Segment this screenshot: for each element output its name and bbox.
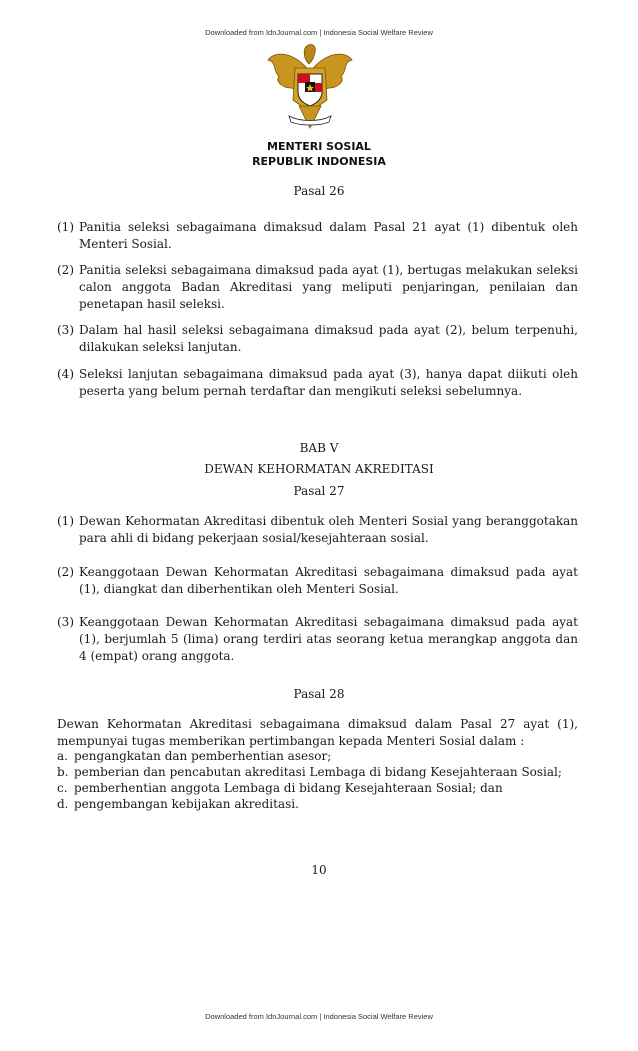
garuda-emblem-icon (265, 42, 355, 134)
pasal-26-item-4: (4) Seleksi lanjutan sebagaimana dimaksud pada ayat (3), hanya dapat diikuti oleh peserta yang belum pernah terdaftar dan mengikuti seleksi sebelumnya. (57, 367, 578, 398)
page-number: 10 (311, 863, 327, 877)
list-item: b. pemberian dan pencabutan akreditasi Lembaga di bidang Kesejahteraan Sosial; (57, 765, 562, 779)
watermark-top: Downloaded from IdnJournal.com | Indonesia Social Welfare Review (205, 28, 433, 37)
bab-title: DEWAN KEHORMATAN AKREDITASI (204, 462, 434, 476)
list-item: d. pengembangan kebijakan akreditasi. (57, 797, 299, 811)
pasal-27-item-2: (2) Keanggotaan Dewan Kehormatan Akreditasi sebagaimana dimaksud pada ayat (1), diangkat dan diberhentikan oleh Menteri Sosial. (57, 565, 578, 596)
pasal-26-title: Pasal 26 (293, 184, 345, 198)
header-republic: REPUBLIK INDONESIA (252, 155, 386, 168)
pasal-28-title: Pasal 28 (293, 687, 345, 701)
pasal-28-list (57, 748, 597, 812)
pasal-28-intro: Dewan Kehormatan Akreditasi sebagaimana dimaksud dalam Pasal 27 ayat (1), mempunyai tugas memberikan pertimbangan kepada Menteri Sosial dalam : (57, 717, 578, 748)
watermark-bottom: Downloaded from IdnJournal.com | Indonesia Social Welfare Review (205, 1012, 433, 1021)
bab-label: BAB V (299, 441, 339, 455)
list-item: c. pemberhentian anggota Lembaga di bidang Kesejahteraan Sosial; dan (57, 781, 503, 795)
list-item: a. pengangkatan dan pemberhentian asesor; (57, 749, 332, 763)
pasal-26-item-2: (2) Panitia seleksi sebagaimana dimaksud pada ayat (1), bertugas melakukan seleksi calon anggota Badan Akreditasi yang meliputi penjaringan, penilaian dan penetapan hasil seleksi. (57, 263, 578, 311)
pasal-27-item-1: (1) Dewan Kehormatan Akreditasi dibentuk oleh Menteri Sosial yang beranggotakan para ahli di bidang pekerjaan sosial/kesejahteraan sosial. (57, 514, 578, 545)
pasal-27-title: Pasal 27 (293, 484, 345, 498)
pasal-27-item-3: (3) Keanggotaan Dewan Kehormatan Akreditasi sebagaimana dimaksud pada ayat (1), berjumlah 5 (lima) orang terdiri atas seorang ketua merangkap anggota dan 4 (empat) orang anggota. (57, 615, 578, 663)
header-ministry: MENTERI SOSIAL (267, 140, 371, 153)
pasal-26-item-3: (3) Dalam hal hasil seleksi sebagaimana dimaksud pada ayat (2), belum terpenuhi, dilakukan seleksi lanjutan. (57, 323, 578, 354)
pasal-26-item-1: (1) Panitia seleksi sebagaimana dimaksud dalam Pasal 21 ayat (1) dibentuk oleh Menteri Sosial. (57, 220, 578, 251)
